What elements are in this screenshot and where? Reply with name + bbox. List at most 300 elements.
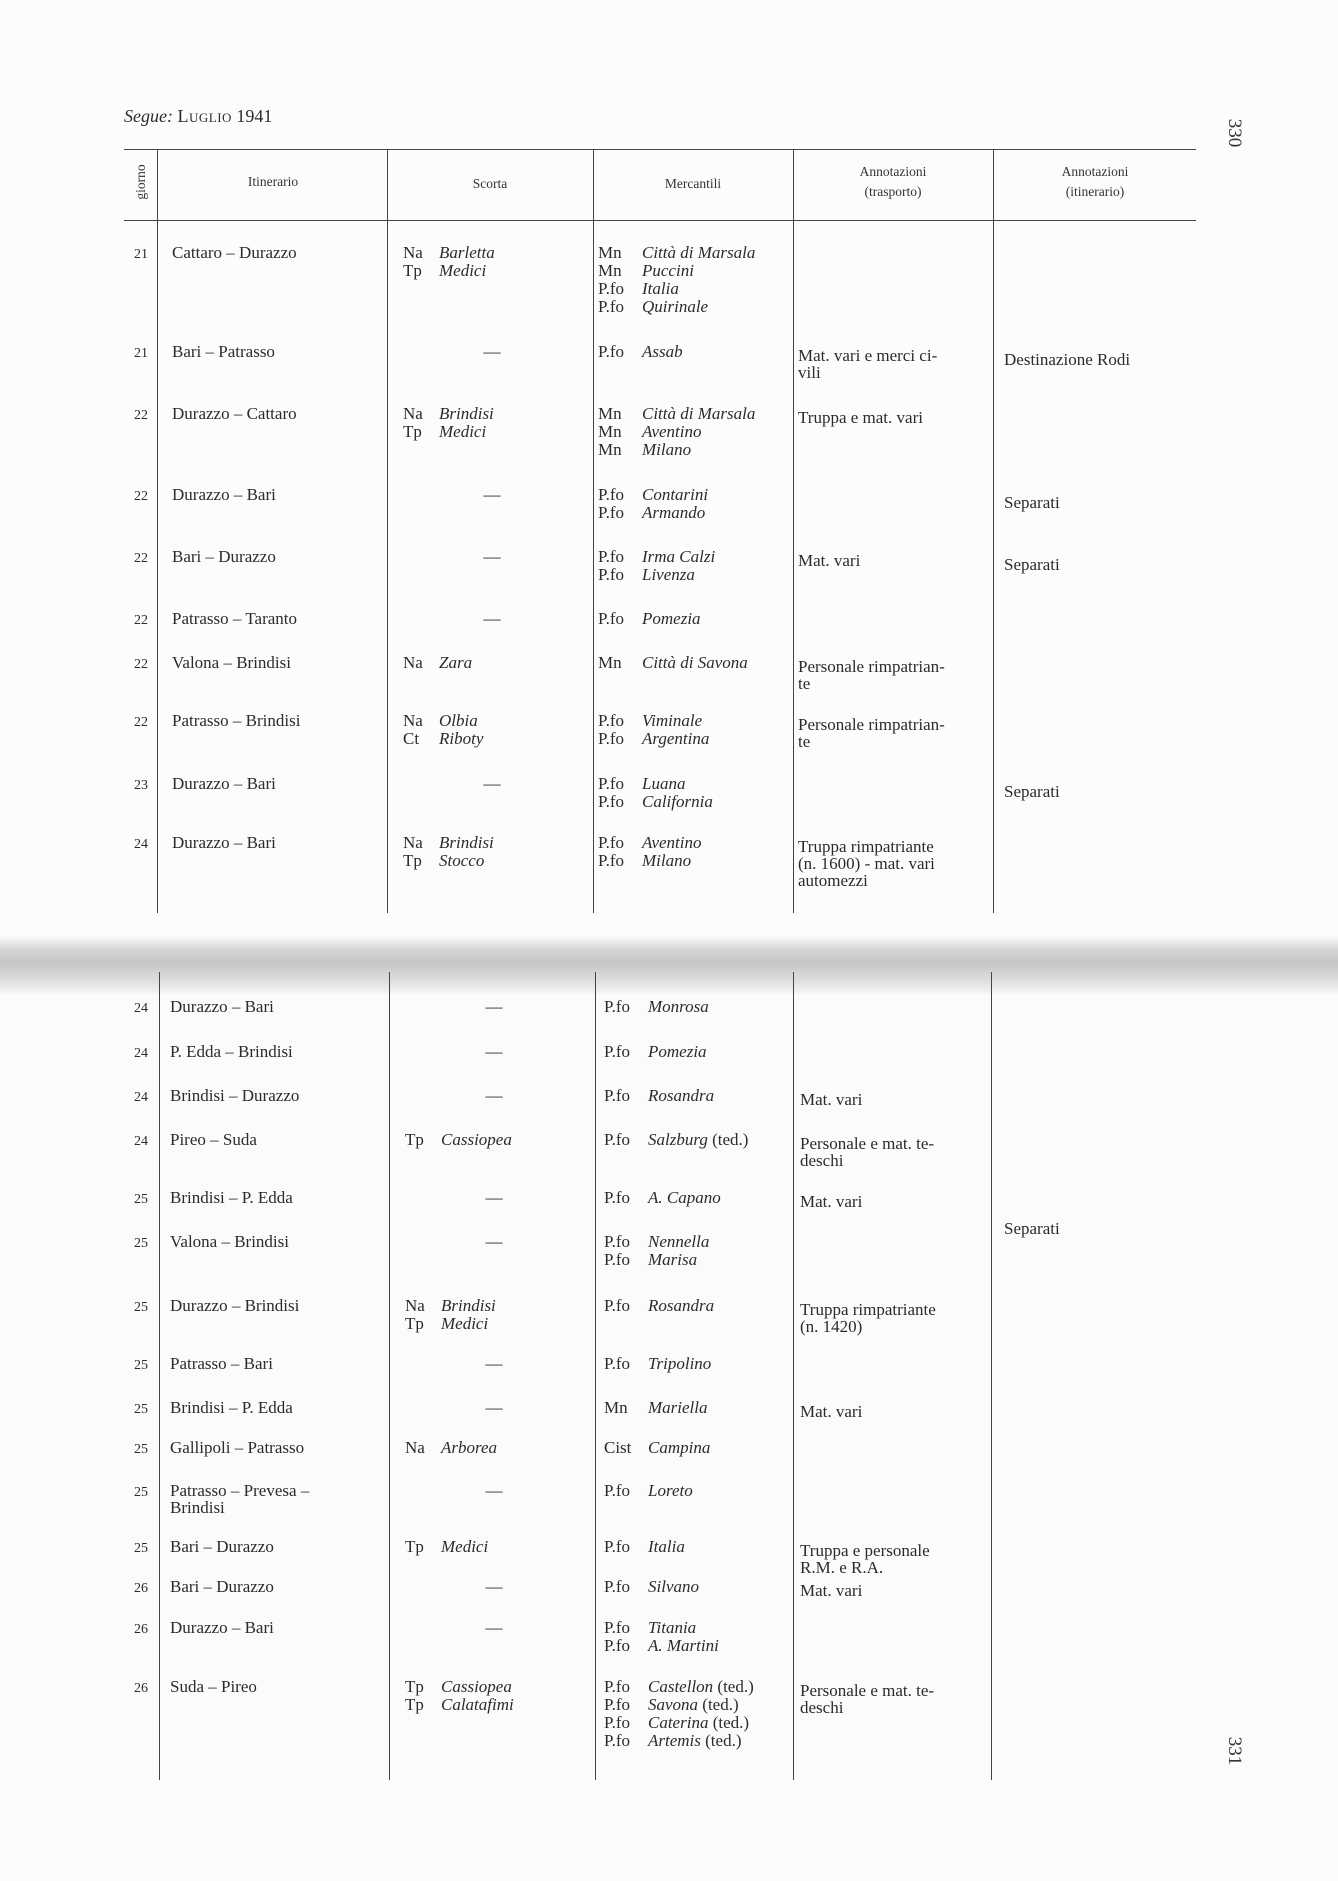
day-number: 21: [134, 247, 148, 262]
merchant-type: P.fo: [604, 1618, 630, 1637]
day-number: 25: [134, 1402, 148, 1417]
merchant-type: P.fo: [598, 485, 624, 504]
merchant-flag: (ted.): [700, 1731, 742, 1750]
itinerary-line: Durazzo – Cattaro: [172, 404, 297, 423]
merchant-type: Mn: [598, 422, 622, 441]
page-number-top: 330: [1224, 118, 1245, 148]
merchant-name: Campina: [648, 1438, 711, 1457]
merchant-type: P.fo: [604, 1188, 630, 1207]
itinerary: [172, 486, 276, 503]
merchant-ship: [648, 1087, 714, 1105]
merchant-type: P.fo: [604, 1636, 630, 1655]
escort-none: —: [485, 1618, 503, 1637]
annotation-transport: [798, 658, 988, 692]
merchant-name: Argentina: [642, 729, 710, 748]
merchant-type: P.fo: [604, 1042, 630, 1061]
merchant-ship: [648, 998, 709, 1016]
page-number-bottom: 331: [1224, 1736, 1245, 1766]
itinerary: [170, 1131, 257, 1148]
itinerary-line: Patrasso – Prevesa –: [170, 1481, 310, 1500]
escort-ship: Brindisi: [439, 833, 494, 852]
escort-type: Na: [403, 711, 423, 730]
merchant-ship: [642, 504, 705, 522]
escort-none: —: [485, 1398, 503, 1417]
top-rule: [124, 149, 1196, 150]
escort-ship: Arborea: [441, 1438, 498, 1457]
escort-type: Ct: [403, 729, 420, 748]
merchant-ship: [648, 1355, 711, 1373]
itinerary-line: Durazzo – Bari: [172, 774, 276, 793]
annotation-line: Truppa e personale: [800, 1541, 930, 1560]
header-line: Annotazioni: [1061, 164, 1129, 179]
itinerary-line: Bari – Patrasso: [172, 342, 275, 361]
merchant-name: Aventino: [642, 422, 702, 441]
merchant-type: Cist: [604, 1438, 632, 1457]
escort-none: —: [485, 1086, 503, 1105]
itinerary: [172, 405, 297, 422]
escort-ship: Medici: [441, 1314, 489, 1333]
itinerary-line: Bari – Durazzo: [172, 547, 276, 566]
escort-type: Na: [405, 1296, 425, 1315]
escort-type: Na: [403, 404, 423, 423]
header-line: Annotazioni: [859, 164, 927, 179]
merchant-name: California: [642, 792, 713, 811]
merchant-name: Caterina: [648, 1713, 709, 1732]
annotation-transport: [800, 1582, 990, 1599]
annotation-transport: [798, 552, 988, 569]
annotation-itinerary: [1004, 351, 1130, 368]
merchant-ship: [642, 775, 685, 793]
day-number: 25: [134, 1442, 148, 1457]
merchant-type: P.fo: [604, 1537, 630, 1556]
annotation-line: (n. 1420): [800, 1317, 863, 1336]
annotation-line: te: [798, 732, 811, 751]
column-rule: [387, 149, 388, 913]
merchant-ship: [642, 298, 708, 316]
itinerary: [172, 775, 276, 792]
merchant-ship: [648, 1732, 741, 1750]
day-number: 22: [134, 551, 148, 566]
merchant-ship: [648, 1439, 710, 1457]
merchant-ship: [648, 1399, 708, 1417]
merchant-type: P.fo: [598, 503, 624, 522]
itinerary: [170, 1355, 273, 1372]
merchant-name: Viminale: [642, 711, 703, 730]
escort-ship: Olbia: [439, 711, 478, 730]
itinerary-line: Gallipoli – Patrasso: [170, 1438, 305, 1457]
merchant-ship: [642, 548, 715, 566]
merchant-flag: (ted.): [713, 1677, 754, 1696]
annotation-line: (n. 1600) - mat. vari: [798, 854, 935, 873]
merchant-ship: [642, 441, 691, 459]
annotation-line: Personale e mat. te-: [800, 1134, 935, 1153]
escort-none: —: [483, 485, 501, 504]
annotation-transport: [798, 838, 988, 889]
annotation-transport: [800, 1301, 990, 1335]
merchant-ship: [642, 280, 679, 298]
itinerary-line: Valona – Brindisi: [172, 653, 291, 672]
escort-none: —: [483, 774, 501, 793]
itinerary-line: Pireo – Suda: [170, 1130, 257, 1149]
itinerary-line: Suda – Pireo: [170, 1677, 257, 1696]
merchant-ship: [642, 834, 701, 852]
header-line: (trasporto): [864, 184, 922, 199]
merchant-type: P.fo: [598, 279, 624, 298]
annotation-line: Separati: [1004, 493, 1060, 512]
escort-type: Tp: [403, 261, 422, 280]
escort-type: Na: [403, 243, 423, 262]
itinerary-line: Bari – Durazzo: [170, 1577, 274, 1596]
merchant-type: Mn: [598, 261, 622, 280]
escort-none: —: [485, 1042, 503, 1061]
merchant-ship: [648, 1189, 721, 1207]
merchant-ship: [642, 423, 701, 441]
merchant-name: Marisa: [648, 1250, 698, 1269]
itinerary-line: P. Edda – Brindisi: [170, 1042, 293, 1061]
itinerary-line: Durazzo – Brindisi: [170, 1296, 300, 1315]
merchant-ship: [642, 610, 701, 628]
column-header-ann-trasporto: [794, 162, 992, 202]
escort-ship: Brindisi: [441, 1296, 496, 1315]
merchant-name: Contarini: [642, 485, 709, 504]
column-header-giorno: giorno: [133, 164, 148, 200]
merchant-name: Nennella: [648, 1232, 710, 1251]
merchant-ship: [642, 486, 708, 504]
merchant-ship: [648, 1637, 719, 1655]
itinerary-line: Brindisi – P. Edda: [170, 1188, 293, 1207]
escort-none: —: [485, 997, 503, 1016]
itinerary-line: Cattaro – Durazzo: [172, 243, 297, 262]
merchant-name: Mariella: [648, 1398, 708, 1417]
merchant-type: P.fo: [598, 792, 624, 811]
merchant-type: P.fo: [598, 774, 624, 793]
itinerary: [170, 1578, 274, 1595]
annotation-line: Mat. vari: [798, 551, 861, 570]
escort-none: —: [485, 1354, 503, 1373]
itinerary: [170, 1189, 293, 1206]
column-rule: [389, 972, 390, 1780]
annotation-line: Truppa rimpatriante: [800, 1300, 936, 1319]
escort-none: —: [483, 342, 501, 361]
day-number: 22: [134, 613, 148, 628]
day-number: 22: [134, 657, 148, 672]
column-rule: [157, 149, 158, 913]
annotation-transport: [800, 1403, 990, 1420]
column-header-mercantili: Mercantili: [664, 176, 722, 191]
annotation-itinerary: [1004, 1220, 1060, 1237]
merchant-type: P.fo: [598, 833, 624, 852]
merchant-type: Mn: [598, 243, 622, 262]
merchant-name: Armando: [642, 503, 706, 522]
escort-none: —: [485, 1232, 503, 1251]
merchant-name: Pomezia: [642, 609, 701, 628]
merchant-type: P.fo: [598, 729, 624, 748]
day-number: 25: [134, 1300, 148, 1315]
itinerary-line: Brindisi – P. Edda: [170, 1398, 293, 1417]
annotation-line: Separati: [1004, 555, 1060, 574]
merchant-type: P.fo: [598, 851, 624, 870]
itinerary: [172, 244, 297, 261]
annotation-line: Personale rimpatrian-: [798, 657, 945, 676]
column-rule: [993, 149, 994, 913]
merchant-type: Mn: [604, 1398, 628, 1417]
escort-type: Tp: [405, 1677, 424, 1696]
annotation-transport: [800, 1135, 990, 1169]
merchant-name: Luana: [642, 774, 686, 793]
merchant-ship: [648, 1043, 707, 1061]
itinerary: [172, 548, 276, 565]
annotation-line: Separati: [1004, 782, 1060, 801]
day-number: 26: [134, 1622, 148, 1637]
day-number: 26: [134, 1681, 148, 1696]
merchant-ship: [648, 1233, 709, 1251]
merchant-name: Puccini: [642, 261, 694, 280]
column-rule: [793, 972, 794, 1780]
day-number: 23: [134, 778, 148, 793]
itinerary-line: Durazzo – Bari: [170, 1618, 274, 1637]
annotation-line: automezzi: [798, 871, 868, 890]
escort-type: Na: [405, 1438, 425, 1457]
merchant-name: Rosandra: [648, 1086, 715, 1105]
escort-ship: Zara: [439, 653, 473, 672]
merchant-type: P.fo: [604, 1677, 630, 1696]
annotation-line: R.M. e R.A.: [800, 1558, 884, 1577]
day-number: 24: [134, 1001, 148, 1016]
escort-ship: Brindisi: [439, 404, 494, 423]
merchant-type: P.fo: [604, 1577, 630, 1596]
annotation-line: Personale rimpatrian-: [798, 715, 945, 734]
merchant-name: Assab: [642, 342, 683, 361]
escort-ship: Medici: [441, 1537, 489, 1556]
itinerary: [172, 343, 275, 360]
merchant-flag: (ted.): [698, 1695, 739, 1714]
itinerary: [170, 1439, 304, 1456]
merchant-ship: [642, 262, 694, 280]
merchant-type: Mn: [598, 653, 622, 672]
merchant-name: Livenza: [642, 565, 695, 584]
escort-type: Tp: [405, 1130, 424, 1149]
merchant-name: Salzburg: [648, 1130, 708, 1149]
annotation-line: vili: [798, 363, 821, 382]
itinerary: [170, 1482, 309, 1516]
annotation-line: Mat. vari: [800, 1192, 863, 1211]
escort-type: Na: [403, 833, 423, 852]
merchant-name: Quirinale: [642, 297, 709, 316]
merchant-name: A. Martini: [648, 1636, 719, 1655]
merchant-name: Città di Marsala: [642, 243, 756, 262]
itinerary-line: Patrasso – Bari: [170, 1354, 273, 1373]
day-number: 25: [134, 1485, 148, 1500]
escort-type: Na: [403, 653, 423, 672]
day-number: 22: [134, 489, 148, 504]
annotation-transport: [798, 347, 988, 381]
annotation-line: Mat. vari: [800, 1090, 863, 1109]
book-gutter-shadow: [0, 936, 1338, 994]
merchant-ship: [648, 1297, 714, 1315]
merchant-ship: [642, 566, 695, 584]
annotation-transport: [800, 1193, 990, 1210]
column-rule: [991, 972, 992, 1780]
annotation-line: deschi: [800, 1698, 844, 1717]
merchant-type: P.fo: [604, 997, 630, 1016]
merchant-type: P.fo: [604, 1731, 630, 1750]
running-head: [124, 106, 272, 127]
itinerary: [170, 1619, 274, 1636]
column-header-scorta: Scorta: [472, 176, 508, 191]
itinerary: [170, 1087, 299, 1104]
escort-none: —: [483, 547, 501, 566]
itinerary: [172, 654, 291, 671]
annotation-line: Personale e mat. te-: [800, 1681, 935, 1700]
column-rule: [793, 149, 794, 913]
escort-none: —: [485, 1481, 503, 1500]
merchant-name: Monrosa: [648, 997, 709, 1016]
column-rule: [595, 972, 596, 1780]
merchant-type: P.fo: [604, 1232, 630, 1251]
annotation-line: Mat. vari: [800, 1402, 863, 1421]
day-number: 25: [134, 1358, 148, 1373]
annotation-transport: [800, 1682, 990, 1716]
escort-ship: Riboty: [439, 729, 484, 748]
merchant-name: Irma Calzi: [642, 547, 716, 566]
merchant-name: Italia: [642, 279, 679, 298]
itinerary-line: Patrasso – Brindisi: [172, 711, 301, 730]
merchant-type: P.fo: [604, 1713, 630, 1732]
merchant-ship: [648, 1131, 748, 1149]
day-number: 25: [134, 1541, 148, 1556]
itinerary: [170, 1233, 289, 1250]
merchant-name: Milano: [642, 440, 692, 459]
merchant-name: Loreto: [648, 1481, 693, 1500]
merchant-type: P.fo: [604, 1250, 630, 1269]
merchant-name: Città di Marsala: [642, 404, 756, 423]
itinerary: [172, 834, 276, 851]
column-rule: [593, 149, 594, 913]
itinerary: [172, 610, 297, 627]
merchant-ship: [648, 1696, 739, 1714]
merchant-ship: [648, 1578, 699, 1596]
merchant-type: P.fo: [604, 1086, 630, 1105]
merchant-ship: [648, 1538, 685, 1556]
escort-none: —: [485, 1577, 503, 1596]
itinerary: [170, 1297, 299, 1314]
annotation-transport: [798, 409, 988, 426]
merchant-name: Città di Savona: [642, 653, 748, 672]
escort-ship: Calatafimi: [441, 1695, 514, 1714]
merchant-ship: [642, 730, 709, 748]
annotation-itinerary: [1004, 783, 1060, 800]
merchant-ship: [642, 244, 755, 262]
merchant-name: Tripolino: [648, 1354, 712, 1373]
merchant-type: Mn: [598, 404, 622, 423]
merchant-type: P.fo: [598, 342, 624, 361]
annotation-transport: [798, 716, 988, 750]
merchant-type: P.fo: [604, 1296, 630, 1315]
escort-type: Tp: [403, 422, 422, 441]
itinerary: [170, 1043, 293, 1060]
escort-ship: Cassiopea: [441, 1677, 512, 1696]
annotation-itinerary: [1004, 556, 1060, 573]
escort-none: —: [483, 609, 501, 628]
merchant-ship: [642, 793, 713, 811]
day-number: 22: [134, 408, 148, 423]
header-line: (itinerario): [1065, 184, 1125, 199]
merchant-name: Pomezia: [648, 1042, 707, 1061]
merchant-ship: [642, 654, 748, 672]
escort-ship: Barletta: [439, 243, 495, 262]
column-header-itinerario: Itinerario: [247, 174, 299, 189]
merchant-ship: [642, 712, 702, 730]
merchant-type: P.fo: [598, 547, 624, 566]
itinerary: [170, 998, 274, 1015]
annotation-line: Separati: [1004, 1219, 1060, 1238]
annotation-line: Truppa rimpatriante: [798, 837, 934, 856]
merchant-name: Aventino: [642, 833, 702, 852]
itinerary-line: Durazzo – Bari: [172, 485, 276, 504]
day-number: 26: [134, 1581, 148, 1596]
merchant-name: Savona: [648, 1695, 699, 1714]
merchant-name: A. Capano: [648, 1188, 721, 1207]
day-number: 24: [134, 837, 148, 852]
itinerary-line: Brindisi – Durazzo: [170, 1086, 300, 1105]
merchant-type: P.fo: [598, 711, 624, 730]
itinerary-line: Patrasso – Taranto: [172, 609, 298, 628]
merchant-ship: [642, 343, 683, 361]
merchant-type: P.fo: [604, 1354, 630, 1373]
column-rule: [159, 972, 160, 1780]
annotation-line: Truppa e mat. vari: [798, 408, 923, 427]
merchant-type: P.fo: [604, 1481, 630, 1500]
itinerary-line: Brindisi: [170, 1498, 225, 1517]
itinerary: [170, 1399, 293, 1416]
escort-ship: Medici: [439, 261, 487, 280]
merchant-type: P.fo: [598, 565, 624, 584]
itinerary: [170, 1678, 257, 1695]
day-number: 24: [134, 1134, 148, 1149]
merchant-ship: [648, 1619, 696, 1637]
itinerary-line: Durazzo – Bari: [172, 833, 276, 852]
day-number: 24: [134, 1090, 148, 1105]
merchant-type: P.fo: [598, 297, 624, 316]
merchant-flag: (ted.): [707, 1130, 749, 1149]
itinerary-line: Durazzo – Bari: [170, 997, 274, 1016]
merchant-name: Italia: [648, 1537, 685, 1556]
escort-ship: Medici: [439, 422, 487, 441]
merchant-name: Artemis: [648, 1731, 701, 1750]
itinerary: [172, 712, 300, 729]
annotation-line: deschi: [800, 1151, 844, 1170]
escort-ship: Stocco: [439, 851, 485, 870]
annotation-transport: [800, 1542, 990, 1576]
itinerary: [170, 1538, 274, 1555]
merchant-type: Mn: [598, 440, 622, 459]
merchant-type: P.fo: [604, 1695, 630, 1714]
itinerary-line: Valona – Brindisi: [170, 1232, 289, 1251]
merchant-ship: [642, 405, 755, 423]
merchant-type: P.fo: [604, 1130, 630, 1149]
escort-none: —: [485, 1188, 503, 1207]
annotation-line: Mat. vari e merci ci-: [798, 346, 938, 365]
merchant-name: Rosandra: [648, 1296, 715, 1315]
merchant-name: Titania: [648, 1618, 697, 1637]
escort-type: Tp: [405, 1537, 424, 1556]
merchant-ship: [648, 1251, 697, 1269]
merchant-flag: (ted.): [708, 1713, 750, 1732]
merchant-ship: [648, 1482, 693, 1500]
day-number: 24: [134, 1046, 148, 1061]
annotation-itinerary: [1004, 494, 1060, 511]
year-label: 1941: [236, 106, 273, 126]
